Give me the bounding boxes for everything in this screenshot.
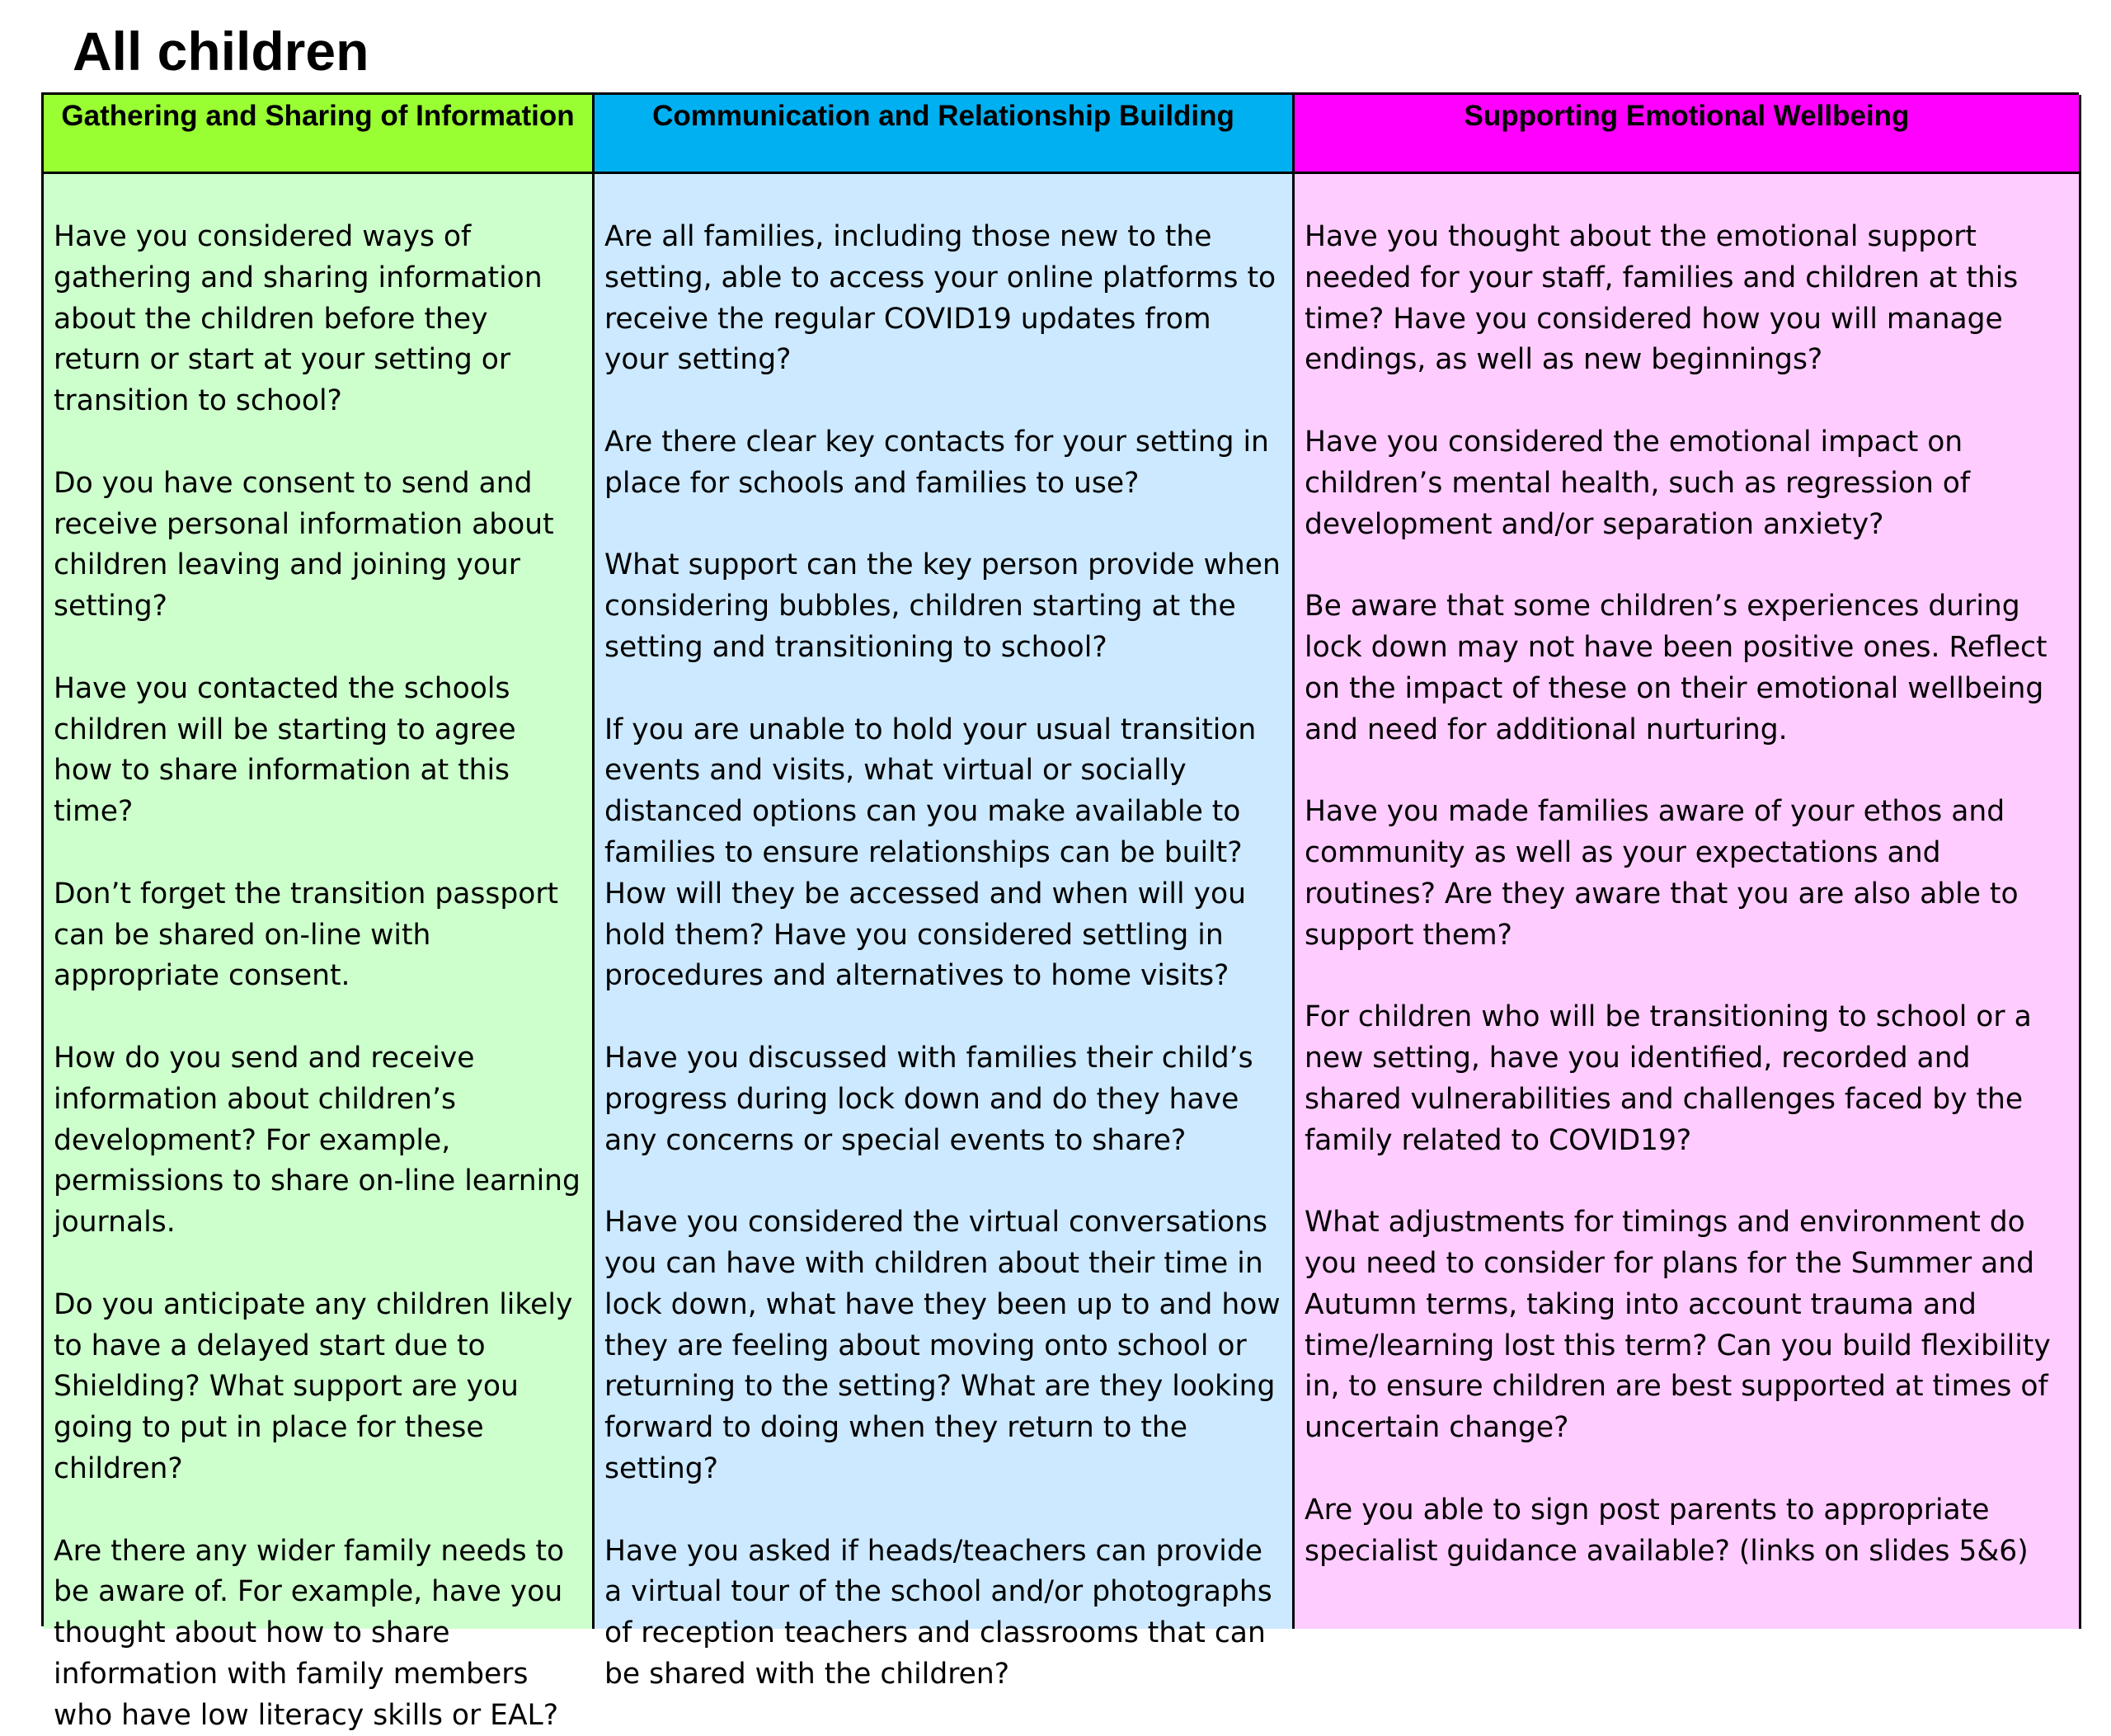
question-item: What adjustments for timings and environment do you need to consider for plans for the Summer and Autumn terms, taking into account trauma and time/learning lost this term? Can you build flexibility in, to ensure children are best supported at times of uncertain change?: [1305, 1202, 2069, 1449]
column-body-communication: [595, 174, 1295, 1629]
question-item: Be aware that some children’s experiences during lock down may not have been positive ones. Reflect on the impact of these on their emotional wellbeing and need for additional nurturing.: [1305, 586, 2069, 750]
question-item: Do you anticipate any children likely to have a delayed start due to Shielding? What support are you going to put in place for these children?: [54, 1285, 582, 1490]
question-item: For children who will be transitioning to school or a new setting, have you identified, recorded and shared vulnerabilities and challenges faced by the family related to COVID19?: [1305, 997, 2069, 1161]
column-heading-emotional-wellbeing: Supporting Emotional Wellbeing: [1295, 95, 2081, 174]
question-item: Are all families, including those new to the setting, able to access your online platforms to receive the regular COVID19 updates from your setting?: [604, 217, 1282, 381]
question-item: Are there any wider family needs to be aware of. For example, have you thought about how to share information with family members who have low literacy skills or EAL?: [54, 1531, 582, 1736]
column-body-emotional-wellbeing: [1295, 174, 2081, 1629]
question-item: If you are unable to hold your usual transition events and visits, what virtual or socially distanced options can you make available to families to ensure relationships can be built? How will they be accessed and when will you hold them? Have you considered settling in procedures and alternatives to home visits?: [604, 710, 1282, 998]
question-item: Have you thought about the emotional support needed for your staff, families and children at this time? Have you considered how you will manage endings, as well as new beginnings?: [1305, 217, 2069, 381]
question-item: Have you discussed with families their child’s progress during lock down and do they have any concerns or special events to share?: [604, 1038, 1282, 1161]
column-body-gathering-sharing: [44, 174, 595, 1629]
question-item: Have you considered ways of gathering and sharing information about the children before they return or start at your setting or transition to school?: [54, 217, 582, 422]
question-item: Have you considered the emotional impact on children’s mental health, such as regression of development and/or separation anxiety?: [1305, 422, 2069, 545]
column-heading-communication: Communication and Relationship Building: [595, 95, 1295, 174]
question-item: Have you made families aware of your ethos and community as well as your expectations and routines? Are they aware that you are also able to support them?: [1305, 792, 2069, 956]
question-item: What support can the key person provide when considering bubbles, children starting at the setting and transitioning to school?: [604, 545, 1282, 668]
question-item: Do you have consent to send and receive personal information about children leaving and joining your setting?: [54, 463, 582, 628]
question-item: Are there clear key contacts for your setting in place for schools and families to use?: [604, 422, 1282, 505]
question-item: Have you considered the virtual conversations you can have with children about their time in lock down, what have they been up to and how they are feeling about moving onto school or returning to the setting? What are they looking forward to doing when they return to the setting?: [604, 1202, 1282, 1490]
page-title: All children: [73, 18, 369, 84]
question-item: How do you send and receive information about children’s development? For example, permissions to share on-line learning journals.: [54, 1038, 582, 1244]
question-item: Have you contacted the schools children will be starting to agree how to share information at this time?: [54, 669, 582, 833]
question-item: Have you asked if heads/teachers can provide a virtual tour of the school and/or photographs of reception teachers and classrooms that can be shared with the children?: [604, 1531, 1282, 1696]
guidance-table: [41, 92, 2079, 1626]
question-item: Are you able to sign post parents to appropriate specialist guidance available? (links on slides 5&6): [1305, 1490, 2069, 1573]
question-item: Don’t forget the transition passport can be shared on-line with appropriate consent.: [54, 874, 582, 997]
column-heading-gathering-sharing: Gathering and Sharing of Information: [44, 95, 595, 174]
